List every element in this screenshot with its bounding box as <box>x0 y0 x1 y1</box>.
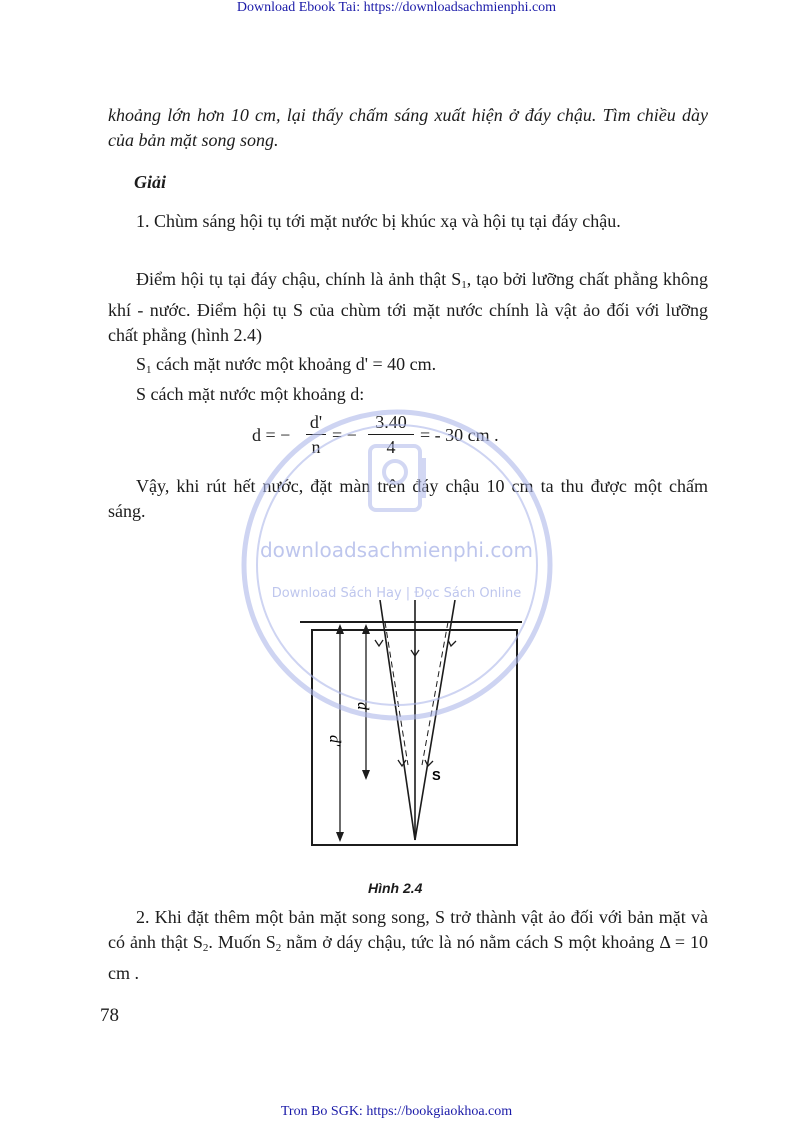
paragraph-part1: 1. Chùm sáng hội tụ tới mặt nước bị khúc xạ và hội tụ tại đáy chậu. <box>136 211 621 231</box>
formula-equals: = − <box>332 425 357 445</box>
paragraph-conclusion: Vậy, khi rút hết nước, đặt màn trên đáy chậu 10 cm ta thu được một chấm sáng. <box>108 476 708 521</box>
label-s: S <box>432 768 441 783</box>
dashed-ray-right <box>422 622 448 765</box>
formula-result: = - 30 cm . <box>420 425 499 445</box>
paragraph-problem-end: khoảng lớn hơn 10 cm, lại thấy chấm sáng xuất hiện ở đáy chậu. Tìm chiều dày của bản mặt song song. <box>108 105 708 150</box>
refracted-ray-right <box>415 600 455 840</box>
solution-heading: Giải <box>134 172 167 192</box>
formula-lhs: d = − <box>252 425 291 445</box>
header-download-link[interactable]: Download Ebook Tai: https://downloadsachmienphi.com <box>236 0 557 15</box>
paragraph-distance-dprime: $S_1$ cách mặt nước một khoảng d' = 40 cm. <box>136 354 437 376</box>
dashed-ray-left <box>385 622 408 765</box>
figure-caption: Hình 2.4 <box>368 880 423 896</box>
watermark-tagline: Download Sách Hay | Đọc Sách Online <box>271 586 522 601</box>
paragraph-distance-d: S cách mặt nước một khoảng d: <box>136 384 365 404</box>
footer-download-link[interactable]: Tron Bo SGK: https://bookgiaokhoa.com <box>280 1104 513 1119</box>
page-number: 78 <box>100 1005 119 1026</box>
paragraph-focus-point: Điểm hội tụ tại đáy chậu, chính là ảnh thật $S_1$, tạo bởi lưỡng chất phẳng không khí - nước. Điểm hội tụ S của chùm tới mặt nước chính là vật ảo đối với lưỡng chất phẳng (hình 2.4) <box>108 269 708 345</box>
paragraph-part2: 2. Khi đặt thêm một bản mặt song song, S trở thành vật ảo đối với bản mặt và có ảnh thật $S_2$. Muốn $S_2$ nằm ở dáy chậu, tức là nó nằm cách S một khoảng Δ = 10 cm . <box>108 907 709 983</box>
watermark-site-name: downloadsachmienphi.com <box>259 538 534 562</box>
refracted-ray-left <box>380 600 415 840</box>
label-d: d <box>354 702 371 710</box>
label-dprime: d' <box>326 735 343 747</box>
dimension-dprime-arrow-bottom <box>336 832 344 842</box>
dimension-d-arrow-bottom <box>362 770 370 780</box>
formula-fraction-1: d' n <box>306 412 326 457</box>
figure-refraction-diagram <box>300 600 525 850</box>
formula-fraction-2: 3.40 4 <box>368 412 414 457</box>
